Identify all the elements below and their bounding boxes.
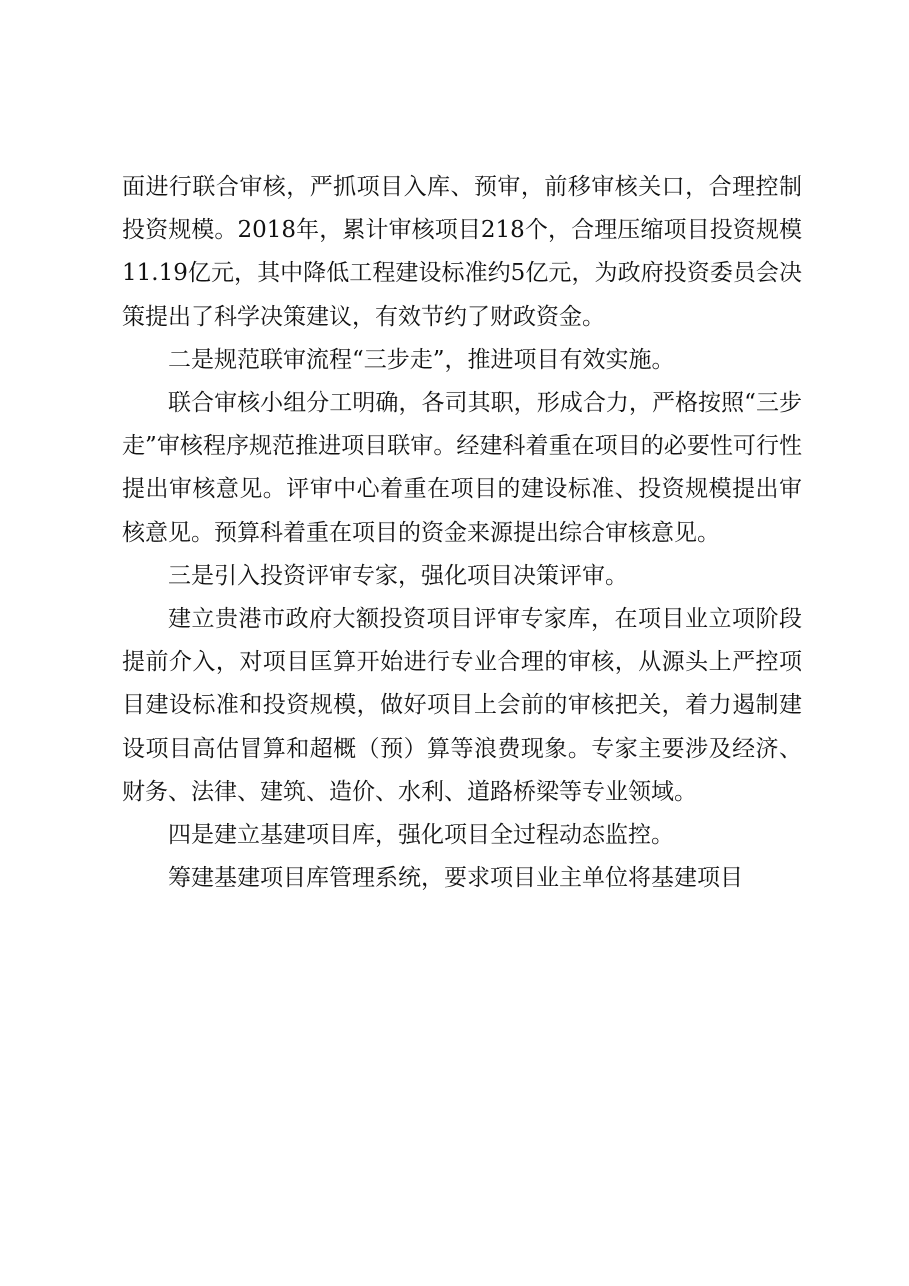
section-heading-3: 三是引入投资评审专家，强化项目决策评审。 [168,562,628,589]
paragraph-body-4: 筹建基建项目库管理系统，要求项目业主单位将基建项目 [168,865,743,892]
paragraph-body-3: 建立贵港市政府大额投资项目评审专家库，在项目业立项阶段提前介入，对项目匡算开始进行专业合理的审核，从源头上严控项目建设标准和投资规模，做好项目上会前的审核把关，着力遏制建设项目高估冒算和超概（预）算等浪费现象。专家主要涉及经济、财务、法律、建筑、造价、水利、道路桥梁等专业领域。 [122,606,802,805]
paragraph-body-2: 联合审核小组分工明确，各司其职，形成合力，严格按照“三步走”审核程序规范推进项目联审。经建科着重在项目的必要性可行性提出审核意见。评审中心着重在项目的建设标准、投资规模提出审核意见。预算科着重在项目的资金来源提出综合审核意见。 [122,390,802,546]
paragraph-continuation: 面进行联合审核，严抓项目入库、预审，前移审核关口，合理控制投资规模。2018年，累计审核项目218个，合理压缩项目投资规模11.19亿元，其中降低工程建设标准约5亿元，为政府投资委员会决策提出了科学决策建议，有效节约了财政资金。 [122,174,802,330]
section-heading-4: 四是建立基建项目库，强化项目全过程动态监控。 [168,822,674,849]
document-body [122,166,802,900]
section-heading-2: 二是规范联审流程“三步走”，推进项目有效实施。 [168,346,675,373]
